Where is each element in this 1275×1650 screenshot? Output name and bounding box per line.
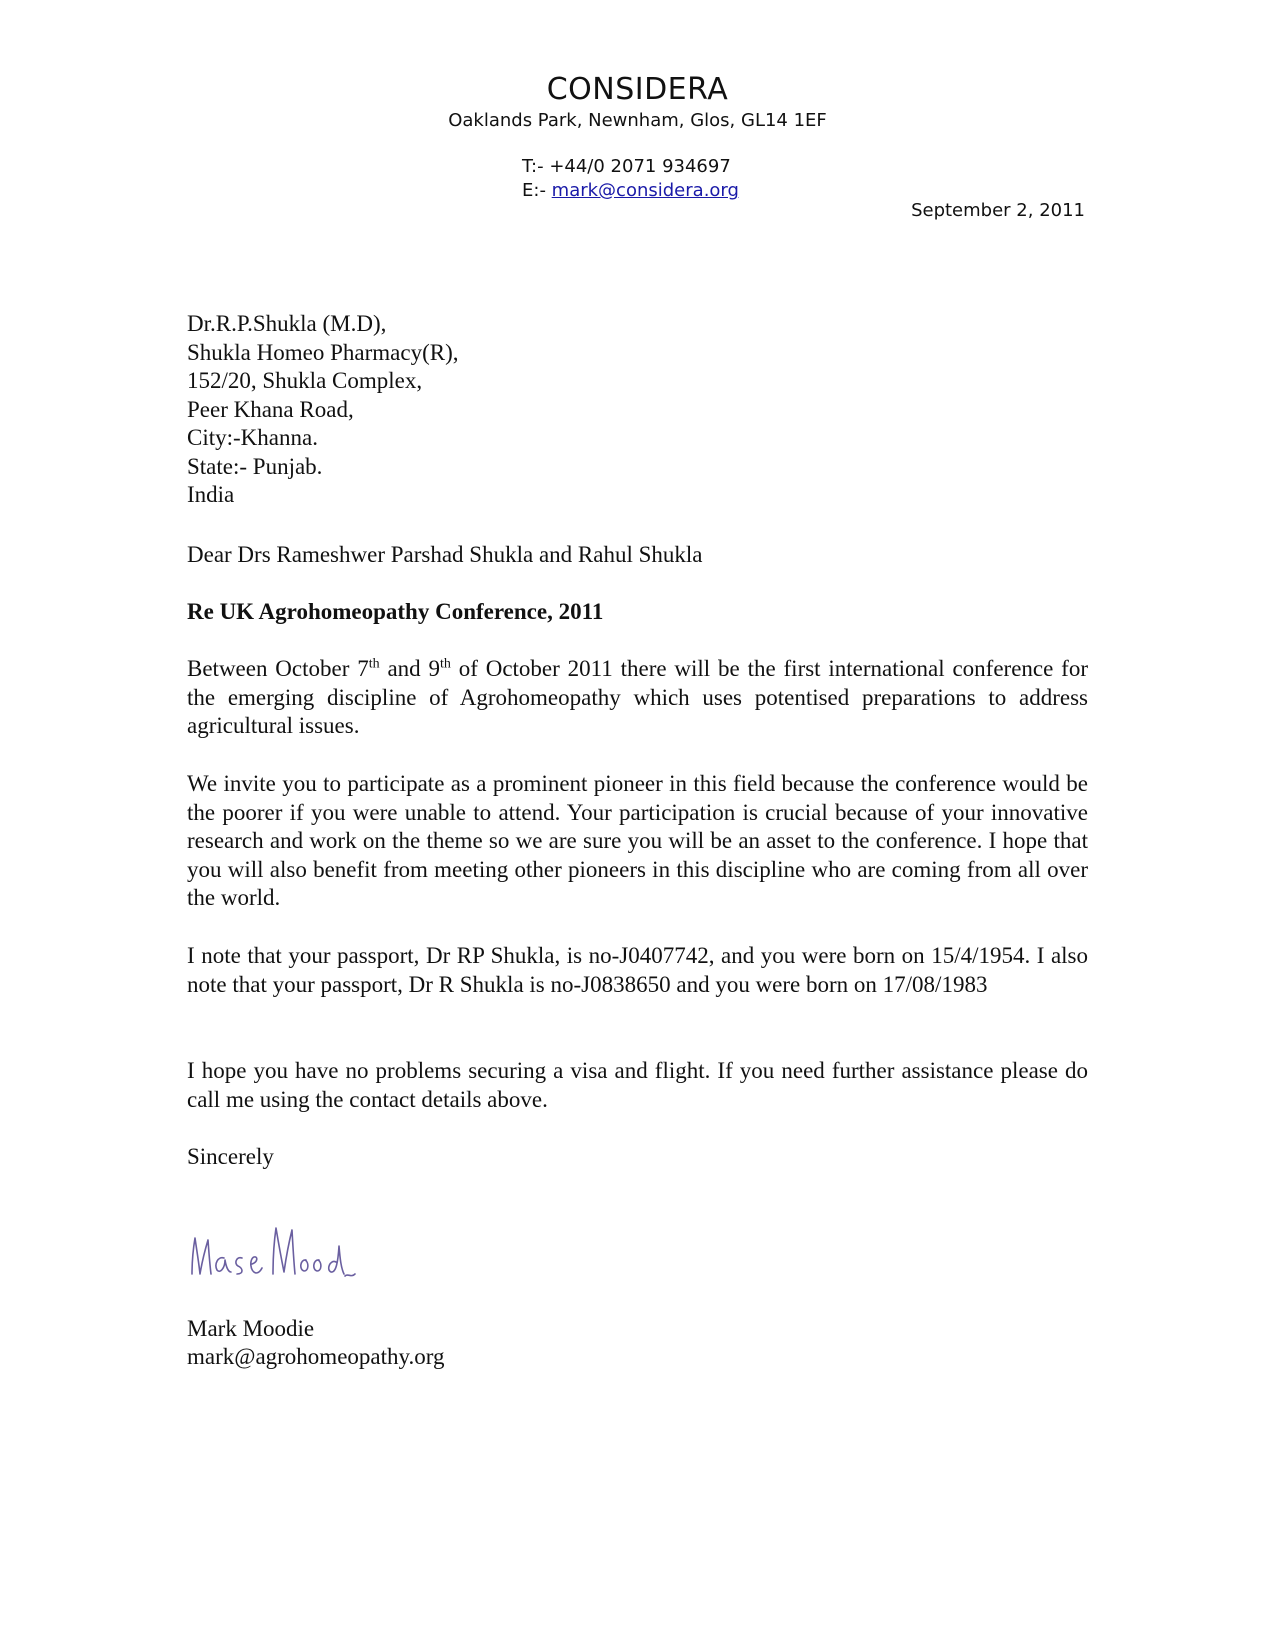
recipient-line: State:- Punjab.: [187, 453, 323, 479]
handwritten-signature: [188, 1222, 358, 1292]
paragraph-invitation: We invite you to participate as a prominent pioneer in this field because the conference would be the poorer if you were unable to attend. Your participation is crucial because of your innovative research and work on the theme so we are sure you will be an asset to the conference. I hope that you will also benefit from meeting other pioneers in this discipline who are coming from all over the world.: [187, 771, 1088, 910]
email-prefix: E:-: [522, 180, 546, 201]
phone-prefix: T:-: [522, 156, 544, 177]
email-line: [522, 179, 739, 203]
organization-address: Oaklands Park, Newnham, Glos, GL14 1EF: [448, 110, 827, 131]
signatory-name: Mark Moodie: [187, 1316, 315, 1341]
paragraph-text: Between October 7: [187, 656, 369, 681]
recipient-line: City:-Khanna.: [187, 425, 318, 450]
paragraph-visa-assistance: I hope you have no problems securing a visa and flight. If you need further assistance please do call me using the contact details above.: [187, 1058, 1088, 1112]
recipient-line: India: [187, 482, 235, 507]
paragraph-conference-dates: [187, 655, 1088, 741]
recipient-line: Dr.R.P.Shukla (M.D),: [187, 311, 387, 336]
email-link[interactable]: mark@considera.org: [551, 180, 739, 201]
closing: Sincerely: [187, 1144, 274, 1169]
organization-name: CONSIDERA: [546, 72, 729, 107]
paragraph-text: of October 2011 there will be the first international conference for the emerging discipline of Agrohomeopathy which uses potentised preparations to address agricultural issues.: [187, 656, 1088, 738]
recipient-line: 152/20, Shukla Complex,: [187, 368, 423, 393]
recipient-address: [187, 310, 458, 510]
signatory-email: mark@agrohomeopathy.org: [187, 1344, 445, 1369]
recipient-line: Shukla Homeo Pharmacy(R),: [187, 339, 459, 365]
phone-line: [522, 155, 739, 179]
salutation: Dear Drs Rameshwer Parshad Shukla and Rahul Shukla: [187, 542, 703, 567]
phone-number: +44/0 2071 934697: [549, 156, 731, 177]
paragraph-text: and 9: [379, 656, 440, 681]
recipient-line: Peer Khana Road,: [187, 396, 354, 422]
subject-line: Re UK Agrohomeopathy Conference, 2011: [187, 599, 604, 624]
paragraph-passport-details: I note that your passport, Dr RP Shukla, is no-J0407742, and you were born on 15/4/1954. I also note that your passport, Dr R Shukla is no-J0838650 and you were born on 17/08/1983: [187, 943, 1088, 997]
ordinal-suffix: th: [440, 656, 451, 672]
contact-block: [522, 155, 739, 203]
ordinal-suffix: th: [368, 656, 380, 672]
letter-date: September 2, 2011: [911, 200, 1085, 221]
